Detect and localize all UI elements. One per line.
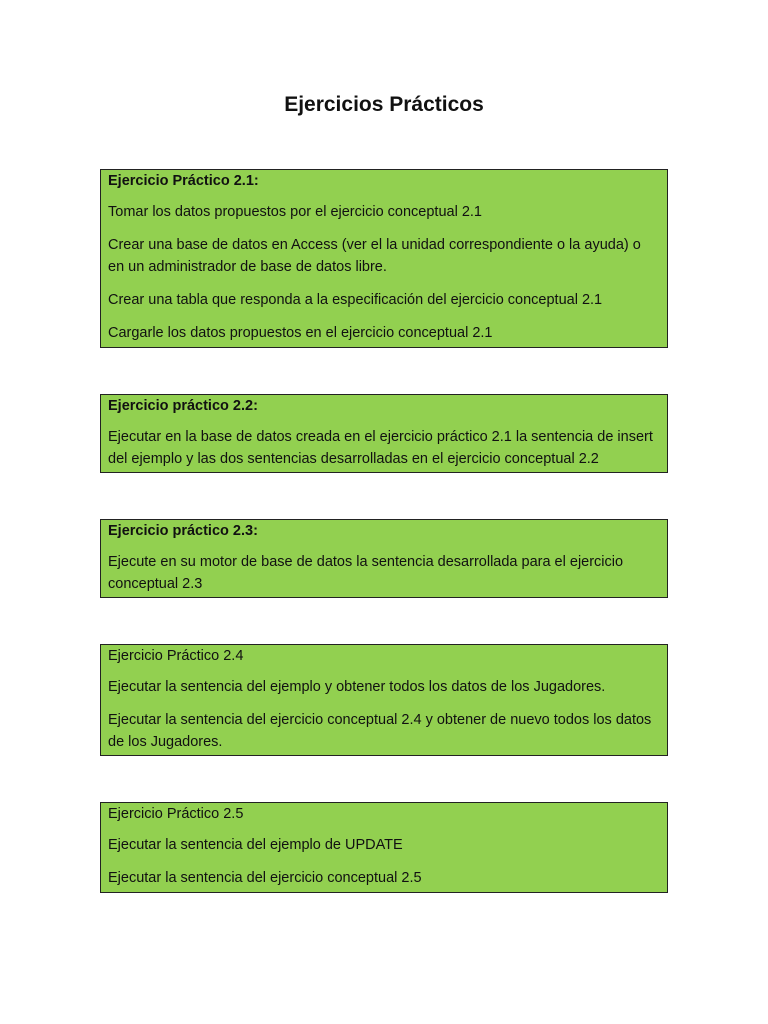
- exercise-paragraph: Ejecute en su motor de base de datos la sentencia desarrollada para el ejercicio conceptual 2.3: [108, 554, 624, 592]
- exercise-paragraph: Crear una tabla que responda a la especificación del ejercicio conceptual 2.1: [108, 292, 603, 308]
- exercise-paragraph: Ejecutar la sentencia del ejemplo de UPDATE: [108, 837, 403, 853]
- exercise-box-2-1: [100, 169, 668, 348]
- exercise-paragraph: Tomar los datos propuestos por el ejercicio conceptual 2.1: [108, 204, 482, 220]
- exercise-paragraph: Ejecutar la sentencia del ejemplo y obtener todos los datos de los Jugadores.: [108, 679, 606, 695]
- exercise-box-2-5: [100, 802, 668, 893]
- exercise-paragraph: Cargarle los datos propuestos en el ejercicio conceptual 2.1: [108, 325, 493, 341]
- exercise-box-2-2: [100, 394, 668, 473]
- exercise-paragraph: Ejecutar la sentencia del ejercicio conceptual 2.5: [108, 870, 422, 886]
- exercise-title: Ejercicio Práctico 2.4: [108, 648, 244, 664]
- exercise-paragraph: Ejecutar la sentencia del ejercicio conceptual 2.4 y obtener de nuevo todos los datos de los Jugadores.: [108, 712, 652, 750]
- exercise-title: Ejercicio práctico 2.2:: [108, 398, 258, 414]
- exercise-paragraph: Crear una base de datos en Access (ver el la unidad correspondiente o la ayuda) o en un administrador de base de datos libre.: [108, 237, 641, 275]
- exercise-title: Ejercicio Práctico 2.5: [108, 806, 244, 822]
- exercise-title: Ejercicio Práctico 2.1:: [108, 173, 259, 189]
- exercise-paragraph: Ejecutar en la base de datos creada en el ejercicio práctico 2.1 la sentencia de insert del ejemplo y las dos sentencias desarrolladas en el ejercicio conceptual 2.2: [108, 429, 653, 467]
- page-title: Ejercicios Prácticos: [284, 93, 484, 116]
- exercise-box-2-4: [100, 644, 668, 756]
- exercise-title: Ejercicio práctico 2.3:: [108, 523, 258, 539]
- exercise-box-2-3: [100, 519, 668, 598]
